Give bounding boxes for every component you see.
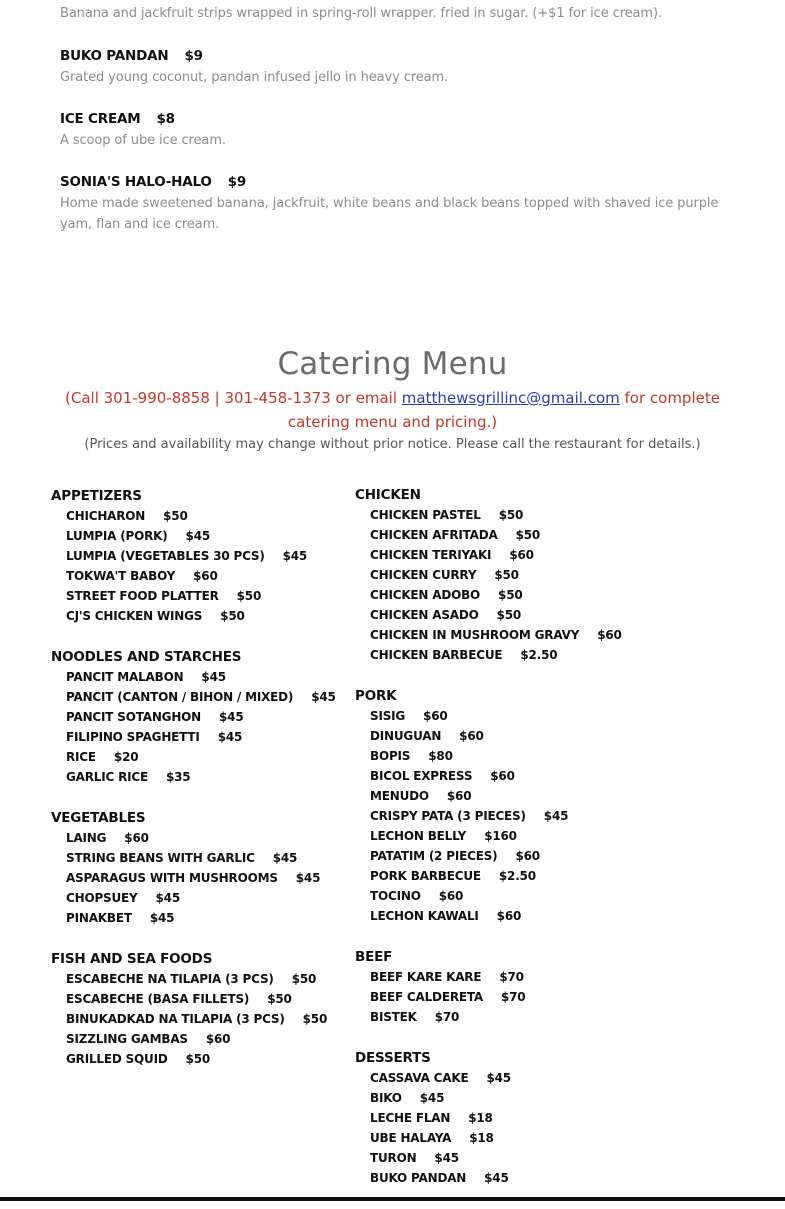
item-name: STRING BEANS WITH GARLIC bbox=[66, 851, 255, 865]
section-title: APPETIZERS bbox=[51, 488, 142, 504]
item-name: PANCIT (CANTON / BIHON / MIXED) bbox=[66, 690, 294, 704]
menu-item bbox=[51, 546, 336, 566]
item-price: $45 bbox=[486, 1071, 511, 1085]
item-price: $45 bbox=[155, 891, 180, 905]
item-price: $50 bbox=[291, 972, 317, 986]
item-price: $70 bbox=[501, 990, 526, 1004]
item-price: $60 bbox=[423, 709, 448, 723]
section-title: VEGETABLES bbox=[51, 810, 146, 826]
menu-item bbox=[51, 1049, 336, 1069]
menu-item bbox=[51, 888, 336, 908]
dish-ice-cream bbox=[60, 108, 740, 151]
item-price: $60 bbox=[446, 789, 472, 803]
item-price: $45 bbox=[419, 1091, 445, 1105]
menu-item bbox=[355, 1128, 622, 1148]
menu-item bbox=[355, 726, 622, 746]
item-name: BEEF KARE KARE bbox=[370, 970, 482, 984]
email-link[interactable]: matthewsgrillinc@gmail.com bbox=[401, 389, 620, 407]
catering-right-column bbox=[355, 485, 622, 1209]
item-price: $50 bbox=[302, 1012, 328, 1026]
menu-item bbox=[51, 566, 336, 586]
menu-item bbox=[51, 667, 336, 687]
menu-item bbox=[355, 625, 622, 645]
menu-item bbox=[51, 767, 336, 787]
item-name: MENUDO bbox=[370, 789, 429, 803]
menu-item bbox=[355, 1007, 622, 1027]
dish-turon bbox=[60, 3, 740, 24]
item-name: DINUGUAN bbox=[370, 729, 442, 743]
menu-item bbox=[355, 987, 622, 1007]
item-price: $45 bbox=[484, 1171, 509, 1185]
item-name: LUMPIA (PORK) bbox=[66, 529, 168, 543]
item-price: $45 bbox=[311, 690, 336, 704]
item-price: $45 bbox=[185, 529, 210, 543]
item-name: LECHE FLAN bbox=[370, 1111, 451, 1125]
item-name: PANCIT SOTANGHON bbox=[66, 710, 202, 724]
item-price: $60 bbox=[496, 909, 522, 923]
item-price: $45 bbox=[219, 710, 244, 724]
section-title: FISH AND SEA FOODS bbox=[51, 951, 213, 967]
menu-item bbox=[355, 886, 622, 906]
item-price: $60 bbox=[515, 849, 540, 863]
section-chicken bbox=[355, 485, 622, 665]
item-price: $60 bbox=[205, 1032, 231, 1046]
menu-item bbox=[51, 687, 336, 707]
menu-item bbox=[51, 606, 336, 626]
item-price: $45 bbox=[282, 549, 308, 563]
item-name: BIKO bbox=[370, 1091, 402, 1105]
item-name: CHICKEN CURRY bbox=[370, 568, 477, 582]
dish-title bbox=[60, 45, 740, 67]
item-name: LECHON KAWALI bbox=[370, 909, 479, 923]
item-name: BINUKADKAD NA TILAPIA (3 PCS) bbox=[66, 1012, 285, 1026]
item-name: PORK BARBECUE bbox=[370, 869, 481, 883]
item-name: TOCINO bbox=[370, 889, 421, 903]
item-price: $80 bbox=[428, 749, 453, 763]
catering-note: (Prices and availability may change without prior notice. Please call the restaurant for details.) bbox=[84, 437, 701, 452]
menu-item bbox=[51, 586, 336, 606]
menu-item bbox=[51, 828, 336, 848]
item-name: LUMPIA (VEGETABLES 30 PCS) bbox=[66, 549, 265, 563]
item-price: $60 bbox=[459, 729, 484, 743]
item-price: $60 bbox=[438, 889, 464, 903]
catering-left-column bbox=[51, 486, 336, 1090]
item-price: $160 bbox=[484, 829, 517, 843]
item-name: LECHON BELLY bbox=[370, 829, 467, 843]
section-title: CHICKEN bbox=[355, 487, 421, 503]
dish-halo-halo bbox=[60, 171, 740, 235]
menu-item bbox=[355, 906, 622, 926]
dish-name: SONIA'S HALO-HALO bbox=[60, 174, 212, 190]
item-price: $50 bbox=[163, 509, 188, 523]
section-appetizers bbox=[51, 486, 336, 626]
item-name: CJ'S CHICKEN WINGS bbox=[66, 609, 203, 623]
menu-item bbox=[51, 989, 336, 1009]
menu-item bbox=[355, 786, 622, 806]
menu-item bbox=[355, 1068, 622, 1088]
item-price: $60 bbox=[509, 548, 534, 562]
menu-item bbox=[355, 746, 622, 766]
item-name: CHICKEN ADOBO bbox=[370, 588, 481, 602]
item-name: UBE HALAYA bbox=[370, 1131, 452, 1145]
item-name: BEEF CALDERETA bbox=[370, 990, 483, 1004]
dish-price: $9 bbox=[184, 48, 203, 64]
menu-item bbox=[51, 908, 336, 928]
menu-item bbox=[51, 727, 336, 747]
section-vegetables bbox=[51, 808, 336, 928]
menu-item bbox=[355, 565, 622, 585]
item-price: $60 bbox=[490, 769, 515, 783]
item-name: CHICKEN PASTEL bbox=[370, 508, 481, 522]
item-name: ESCABECHE NA TILAPIA (3 PCS) bbox=[66, 972, 274, 986]
item-name: CHICKEN IN MUSHROOM GRAVY bbox=[370, 628, 580, 642]
item-price: $45 bbox=[543, 809, 569, 823]
menu-item bbox=[51, 1009, 336, 1029]
menu-item bbox=[355, 826, 622, 846]
item-name: PATATIM (2 PIECES) bbox=[370, 849, 498, 863]
item-name: CHICKEN TERIYAKI bbox=[370, 548, 492, 562]
item-price: $50 bbox=[267, 992, 292, 1006]
dish-name: BUKO PANDAN bbox=[60, 48, 169, 64]
item-price: $2.50 bbox=[520, 648, 558, 662]
section-beef bbox=[355, 947, 622, 1027]
item-name: CHICKEN AFRITADA bbox=[370, 528, 498, 542]
dish-description: Banana and jackfruit strips wrapped in spring-roll wrapper. fried in sugar. (+$1 for ice cream). bbox=[60, 6, 662, 21]
item-name: GARLIC RICE bbox=[66, 770, 148, 784]
menu-item bbox=[355, 1168, 622, 1188]
item-name: TURON bbox=[370, 1151, 417, 1165]
item-price: $45 bbox=[434, 1151, 459, 1165]
dish-price: $8 bbox=[156, 111, 175, 127]
dish-description: Home made sweetened banana, jackfruit, white beans and black beans topped with shaved ice purple yam, flan and ice cream. bbox=[60, 196, 719, 232]
contact-suffix-text: for complete catering menu and pricing.) bbox=[287, 389, 720, 431]
item-name: GRILLED SQUID bbox=[66, 1052, 168, 1066]
menu-item bbox=[355, 525, 622, 545]
menu-item bbox=[51, 1029, 336, 1049]
menu-item bbox=[355, 846, 622, 866]
item-price: $45 bbox=[149, 911, 175, 925]
contact-phone-text: (Call 301-990-8858 | 301-458-1373 or email bbox=[65, 389, 402, 407]
menu-item bbox=[51, 506, 336, 526]
section-fish-and-sea-foods bbox=[51, 949, 336, 1069]
section-title: DESSERTS bbox=[355, 1050, 431, 1066]
item-price: $50 bbox=[498, 508, 524, 522]
item-price: $70 bbox=[434, 1010, 460, 1024]
item-name: ASPARAGUS WITH MUSHROOMS bbox=[66, 871, 278, 885]
catering-title: Catering Menu bbox=[277, 346, 508, 382]
dish-description: A scoop of ube ice cream. bbox=[60, 133, 226, 148]
section-noodles-and-starches bbox=[51, 647, 336, 787]
item-name: CHOPSUEY bbox=[66, 891, 138, 905]
item-name: PINAKBET bbox=[66, 911, 132, 925]
menu-item bbox=[355, 505, 622, 525]
item-price: $45 bbox=[201, 670, 226, 684]
menu-item bbox=[355, 1148, 622, 1168]
item-name: CASSAVA CAKE bbox=[370, 1071, 469, 1085]
item-price: $50 bbox=[496, 608, 522, 622]
item-name: BICOL EXPRESS bbox=[370, 769, 473, 783]
dish-title bbox=[60, 108, 740, 130]
section-title: BEEF bbox=[355, 949, 393, 965]
item-price: $60 bbox=[597, 628, 622, 642]
item-name: CHICKEN ASADO bbox=[370, 608, 479, 622]
item-price: $50 bbox=[185, 1052, 211, 1066]
dish-title bbox=[60, 171, 740, 193]
bottom-divider bbox=[0, 1197, 785, 1201]
item-name: PANCIT MALABON bbox=[66, 670, 184, 684]
menu-item bbox=[355, 866, 622, 886]
menu-item bbox=[355, 1108, 622, 1128]
section-desserts bbox=[355, 1048, 622, 1188]
menu-item bbox=[355, 605, 622, 625]
item-name: STREET FOOD PLATTER bbox=[66, 589, 219, 603]
item-price: $50 bbox=[236, 589, 262, 603]
menu-item bbox=[355, 706, 622, 726]
menu-item bbox=[51, 848, 336, 868]
menu-item bbox=[355, 1088, 622, 1108]
item-name: BOPIS bbox=[370, 749, 411, 763]
item-price: $20 bbox=[113, 750, 139, 764]
item-name: SISIG bbox=[370, 709, 406, 723]
item-name: RICE bbox=[66, 750, 96, 764]
dish-price: $9 bbox=[227, 174, 247, 190]
item-price: $50 bbox=[220, 609, 245, 623]
menu-item bbox=[355, 545, 622, 565]
item-name: CHICHARON bbox=[66, 509, 146, 523]
dish-buko-pandan bbox=[60, 45, 740, 88]
item-name: ESCABECHE (BASA FILLETS) bbox=[66, 992, 250, 1006]
item-price: $50 bbox=[515, 528, 541, 542]
item-price: $45 bbox=[217, 730, 243, 744]
item-price: $70 bbox=[499, 970, 524, 984]
menu-item bbox=[51, 526, 336, 546]
section-pork bbox=[355, 686, 622, 926]
item-price: $60 bbox=[124, 831, 149, 845]
item-price: $35 bbox=[165, 770, 191, 784]
item-name: SIZZLING GAMBAS bbox=[66, 1032, 188, 1046]
item-price: $18 bbox=[469, 1131, 494, 1145]
menu-item bbox=[355, 645, 622, 665]
item-name: LAING bbox=[66, 831, 107, 845]
item-price: $2.50 bbox=[498, 869, 536, 883]
item-price: $45 bbox=[295, 871, 321, 885]
dish-description: Grated young coconut, pandan infused jello in heavy cream. bbox=[60, 70, 449, 85]
item-price: $50 bbox=[498, 588, 523, 602]
catering-contact bbox=[40, 386, 745, 434]
section-title: PORK bbox=[355, 688, 397, 704]
item-name: TOKWA'T BABOY bbox=[66, 569, 176, 583]
menu-item bbox=[51, 707, 336, 727]
section-title: NOODLES AND STARCHES bbox=[51, 649, 242, 665]
item-name: BUKO PANDAN bbox=[370, 1171, 467, 1185]
item-price: $18 bbox=[468, 1111, 493, 1125]
item-name: FILIPINO SPAGHETTI bbox=[66, 730, 200, 744]
catering-header bbox=[0, 342, 785, 456]
item-name: BISTEK bbox=[370, 1010, 417, 1024]
menu-item bbox=[51, 969, 336, 989]
item-price: $60 bbox=[193, 569, 218, 583]
menu-item bbox=[51, 747, 336, 767]
item-price: $45 bbox=[272, 851, 298, 865]
dish-name: ICE CREAM bbox=[60, 111, 141, 127]
menu-item bbox=[355, 967, 622, 987]
menu-item bbox=[355, 806, 622, 826]
item-name: CHICKEN BARBECUE bbox=[370, 648, 503, 662]
item-name: CRISPY PATA (3 PIECES) bbox=[370, 809, 526, 823]
menu-item bbox=[355, 585, 622, 605]
menu-item bbox=[355, 766, 622, 786]
menu-item bbox=[51, 868, 336, 888]
item-price: $50 bbox=[494, 568, 519, 582]
desserts-menu-list bbox=[60, 0, 740, 235]
